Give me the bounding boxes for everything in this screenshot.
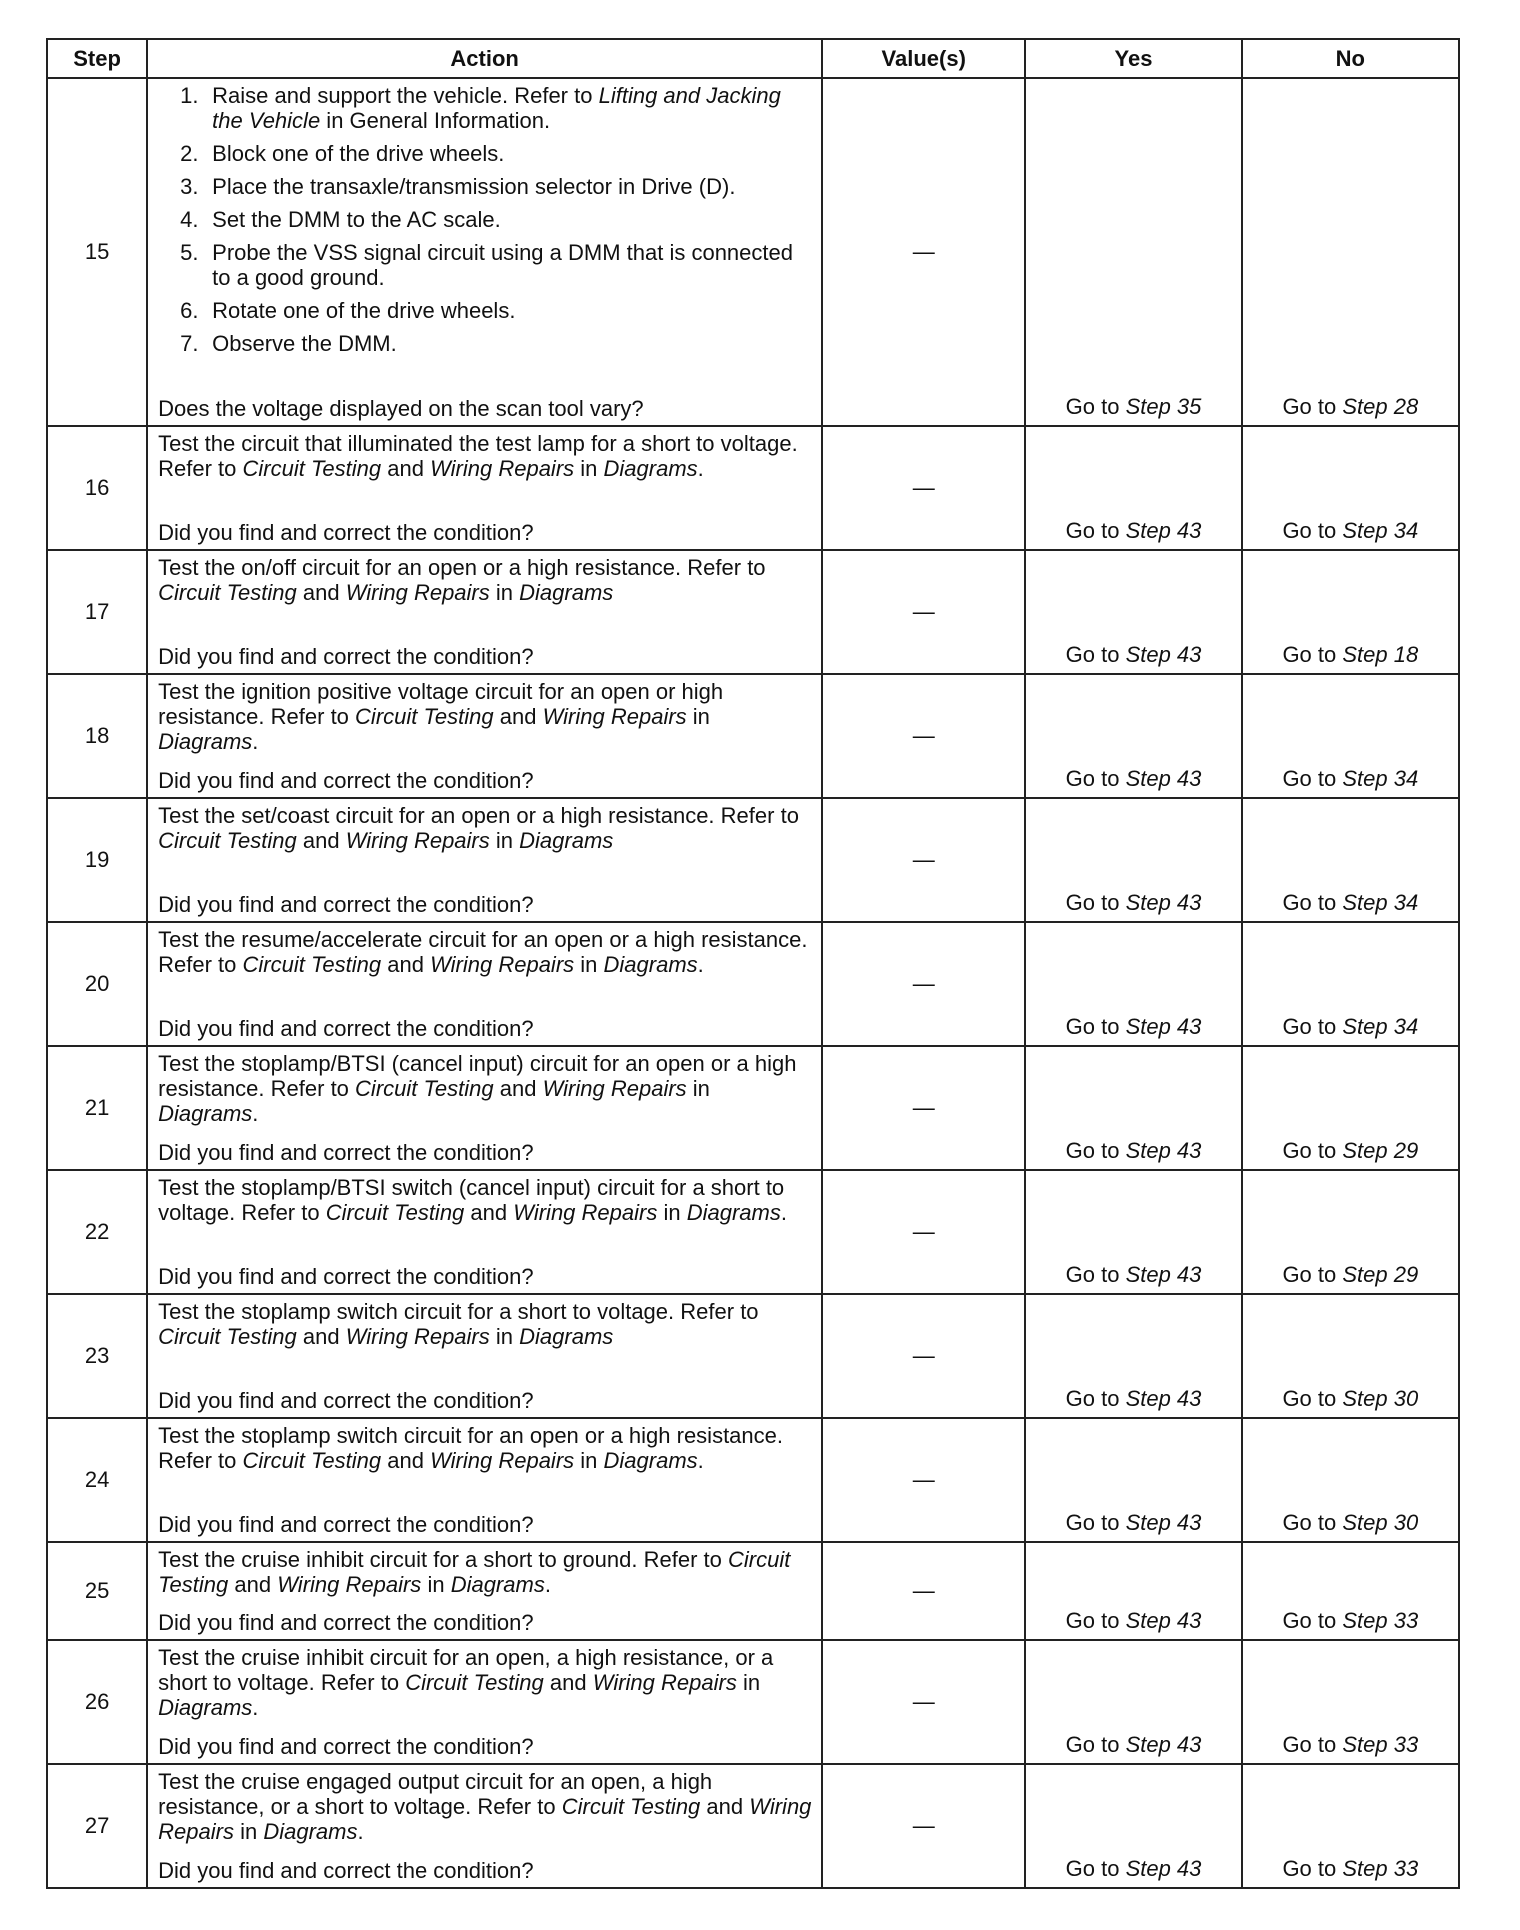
header-step: Step xyxy=(47,39,147,78)
preposition-label: in xyxy=(495,1324,514,1349)
action-text xyxy=(158,1547,813,1597)
yes-cell xyxy=(1025,1542,1241,1640)
diagrams-reference: Diagrams xyxy=(158,1695,253,1720)
wiring-repairs-reference: Wiring Repairs xyxy=(345,580,490,605)
yes-step-link: Step 43 xyxy=(1125,1608,1202,1633)
yes-cell xyxy=(1025,1640,1241,1764)
action-cell xyxy=(147,1046,822,1170)
conjunction-label: and xyxy=(706,1794,744,1819)
action-description: Test the set/coast circuit for an open or a high resistance. xyxy=(158,803,715,828)
action-question: Did you find and correct the condition? xyxy=(158,768,534,793)
yes-cell xyxy=(1025,798,1241,922)
yes-cell xyxy=(1025,1170,1241,1294)
no-step-link: Step 18 xyxy=(1342,642,1419,667)
yes-step-link: Step 43 xyxy=(1125,1014,1202,1039)
no-step-link: Step 29 xyxy=(1342,1262,1419,1287)
action-description: Test the ignition positive voltage circuit for an open or high resistance. xyxy=(158,679,724,729)
table-row xyxy=(47,426,1459,550)
action-step-item xyxy=(180,331,813,356)
value-cell: — xyxy=(822,550,1025,674)
action-text xyxy=(158,803,813,853)
diagrams-reference: Diagrams xyxy=(603,1448,698,1473)
no-cell xyxy=(1242,1418,1459,1542)
step-number: 15 xyxy=(47,78,147,426)
no-step-link: Step 30 xyxy=(1342,1510,1419,1535)
diagrams-reference: Diagrams xyxy=(603,456,698,481)
diagrams-reference: Diagrams xyxy=(519,580,614,605)
preposition-label: in xyxy=(742,1670,761,1695)
no-cell xyxy=(1242,798,1459,922)
no-step-link: Step 33 xyxy=(1342,1732,1419,1757)
yes-cell xyxy=(1025,674,1241,798)
yes-step-link: Step 43 xyxy=(1125,1262,1202,1287)
header-no: No xyxy=(1242,39,1459,78)
preposition-label: in xyxy=(495,828,514,853)
no-step-link: Step 34 xyxy=(1342,890,1419,915)
conjunction-label: and xyxy=(499,1076,537,1101)
sentence-period: . xyxy=(697,952,704,977)
action-cell xyxy=(147,1170,822,1294)
refer-label: Refer to xyxy=(158,456,237,481)
action-question: Did you find and correct the condition? xyxy=(158,1388,534,1413)
step-number: 21 xyxy=(47,1046,147,1170)
value-cell: — xyxy=(822,78,1025,426)
goto-label: Go to xyxy=(1282,890,1337,915)
no-cell xyxy=(1242,1046,1459,1170)
wiring-repairs-reference: Wiring Repairs xyxy=(592,1670,737,1695)
value-cell: — xyxy=(822,1418,1025,1542)
conjunction-label: and xyxy=(387,1448,424,1473)
step-number: 20 xyxy=(47,922,147,1046)
goto-label: Go to xyxy=(1282,1510,1337,1535)
yes-cell xyxy=(1025,426,1241,550)
circuit-testing-reference: Circuit Testing xyxy=(242,456,382,481)
no-cell xyxy=(1242,922,1459,1046)
no-cell xyxy=(1242,1542,1459,1640)
value-cell: — xyxy=(822,1046,1025,1170)
action-description: Test the resume/accelerate circuit for an open or a high resistance. xyxy=(158,927,808,952)
action-cell xyxy=(147,798,822,922)
goto-label: Go to xyxy=(1282,642,1337,667)
action-text xyxy=(158,1175,813,1225)
table-row xyxy=(47,1294,1459,1418)
yes-cell xyxy=(1025,922,1241,1046)
action-cell xyxy=(147,426,822,550)
no-cell xyxy=(1242,1294,1459,1418)
no-cell xyxy=(1242,1640,1459,1764)
step-item-text-part: Place the transaxle/transmission selector in Drive (D). xyxy=(212,174,736,199)
action-cell xyxy=(147,1418,822,1542)
value-cell: — xyxy=(822,922,1025,1046)
value-cell: — xyxy=(822,1764,1025,1888)
diagrams-reference: Diagrams xyxy=(263,1819,358,1844)
wiring-repairs-reference: Wiring Repairs xyxy=(542,704,687,729)
preposition-label: in xyxy=(580,456,598,481)
table-row xyxy=(47,1640,1459,1764)
action-cell xyxy=(147,1640,822,1764)
wiring-repairs-reference: Wiring Repairs xyxy=(277,1572,422,1597)
table-row xyxy=(47,798,1459,922)
header-yes: Yes xyxy=(1025,39,1241,78)
yes-cell xyxy=(1025,1418,1241,1542)
conjunction-label: and xyxy=(302,580,340,605)
yes-cell xyxy=(1025,78,1241,426)
value-cell: — xyxy=(822,674,1025,798)
step-item-text-part: Set the DMM to the AC scale. xyxy=(212,207,501,232)
action-question: Did you find and correct the condition? xyxy=(158,520,534,545)
wiring-repairs-reference: Wiring Repairs xyxy=(430,1448,575,1473)
step-item-text-part: Probe the VSS signal circuit using a DMM that is connected to a good ground. xyxy=(212,240,793,290)
table-row xyxy=(47,1046,1459,1170)
step-number: 25 xyxy=(47,1542,147,1640)
diagrams-reference: Diagrams xyxy=(603,952,698,977)
refer-label: Refer to xyxy=(158,952,237,977)
conjunction-label: and xyxy=(549,1670,587,1695)
step-item-text xyxy=(212,141,504,166)
table-row xyxy=(47,922,1459,1046)
refer-label: Refer to xyxy=(643,1547,722,1572)
header-action: Action xyxy=(147,39,822,78)
yes-step-link: Step 43 xyxy=(1125,1138,1202,1163)
yes-step-link: Step 35 xyxy=(1125,394,1202,419)
step-number: 27 xyxy=(47,1764,147,1888)
yes-step-link: Step 43 xyxy=(1125,518,1202,543)
refer-label: Refer to xyxy=(720,803,799,828)
yes-step-link: Step 43 xyxy=(1125,1856,1202,1881)
conjunction-label: and xyxy=(234,1572,272,1597)
step-item-number: 7. xyxy=(180,331,199,356)
sentence-period: . xyxy=(357,1819,364,1844)
goto-label: Go to xyxy=(1282,518,1337,543)
action-question: Did you find and correct the condition? xyxy=(158,1610,534,1635)
action-description: Test the cruise inhibit circuit for a short to ground. xyxy=(158,1547,638,1572)
action-description: Test the stoplamp switch circuit for an open or a high resistance. xyxy=(158,1423,784,1448)
goto-label: Go to xyxy=(1282,766,1337,791)
goto-label: Go to xyxy=(1282,1608,1337,1633)
yes-step-link: Step 43 xyxy=(1125,1386,1202,1411)
action-step-item xyxy=(180,83,813,133)
no-step-link: Step 34 xyxy=(1342,518,1419,543)
table-row xyxy=(47,1170,1459,1294)
action-question: Did you find and correct the condition? xyxy=(158,1734,534,1759)
goto-label: Go to xyxy=(1065,890,1120,915)
step-item-text-part: Raise and support the vehicle. Refer to xyxy=(212,83,599,108)
circuit-testing-reference: Circuit Testing xyxy=(158,828,297,853)
no-cell xyxy=(1242,1170,1459,1294)
goto-label: Go to xyxy=(1282,1138,1337,1163)
no-step-link: Step 33 xyxy=(1342,1608,1419,1633)
action-text xyxy=(158,1299,813,1349)
conjunction-label: and xyxy=(302,828,340,853)
yes-step-link: Step 43 xyxy=(1125,766,1202,791)
step-item-text xyxy=(212,331,397,356)
preposition-label: in xyxy=(427,1572,445,1597)
step-item-text-part: Observe the DMM. xyxy=(212,331,397,356)
goto-label: Go to xyxy=(1282,1262,1337,1287)
step-item-text xyxy=(212,83,813,133)
goto-label: Go to xyxy=(1065,1386,1120,1411)
refer-label: Refer to xyxy=(477,1794,556,1819)
step-item-text-part: Rotate one of the drive wheels. xyxy=(212,298,516,323)
goto-label: Go to xyxy=(1065,642,1120,667)
action-text xyxy=(158,555,813,605)
refer-label: Refer to xyxy=(687,555,766,580)
diagrams-reference: Diagrams xyxy=(158,1101,253,1126)
header-values: Value(s) xyxy=(822,39,1025,78)
step-number: 19 xyxy=(47,798,147,922)
action-text xyxy=(158,1645,813,1720)
action-description: Test the stoplamp/BTSI switch (cancel input) circuit for a short to voltage. xyxy=(158,1175,785,1225)
action-cell xyxy=(147,1294,822,1418)
step-item-text xyxy=(212,298,515,323)
diagrams-reference: Diagrams xyxy=(519,828,614,853)
action-step-item xyxy=(180,298,813,323)
step-item-text-part: in General Information. xyxy=(320,108,551,133)
goto-label: Go to xyxy=(1065,1138,1120,1163)
action-text xyxy=(158,927,813,977)
goto-label: Go to xyxy=(1065,1732,1120,1757)
step-number: 23 xyxy=(47,1294,147,1418)
step-number: 16 xyxy=(47,426,147,550)
circuit-testing-reference: Circuit Testing xyxy=(405,1670,544,1695)
no-cell xyxy=(1242,1764,1459,1888)
header-row xyxy=(47,39,1459,78)
table-row xyxy=(47,1764,1459,1888)
no-cell xyxy=(1242,426,1459,550)
diagrams-reference: Diagrams xyxy=(686,1200,781,1225)
sentence-period: . xyxy=(544,1572,551,1597)
conjunction-label: and xyxy=(302,1324,340,1349)
step-item-number: 3. xyxy=(180,174,199,199)
action-description: Test the circuit that illuminated the test lamp for a short to voltage. xyxy=(158,431,798,456)
step-item-number: 2. xyxy=(180,141,199,166)
wiring-repairs-reference: Wiring Repairs xyxy=(430,952,575,977)
yes-step-link: Step 43 xyxy=(1125,642,1202,667)
refer-label: Refer to xyxy=(320,1670,400,1695)
step-item-text xyxy=(212,240,813,290)
goto-label: Go to xyxy=(1065,1262,1120,1287)
step-number: 22 xyxy=(47,1170,147,1294)
goto-label: Go to xyxy=(1065,1510,1120,1535)
step-item-number: 1. xyxy=(180,83,199,108)
refer-label: Refer to xyxy=(680,1299,759,1324)
action-cell xyxy=(147,1542,822,1640)
action-cell xyxy=(147,922,822,1046)
preposition-label: in xyxy=(240,1819,258,1844)
action-cell xyxy=(147,1764,822,1888)
yes-cell xyxy=(1025,1046,1241,1170)
step-number: 18 xyxy=(47,674,147,798)
no-step-link: Step 28 xyxy=(1342,394,1419,419)
preposition-label: in xyxy=(663,1200,681,1225)
circuit-testing-reference: Circuit Testing xyxy=(355,704,494,729)
table-row xyxy=(47,674,1459,798)
action-question: Did you find and correct the condition? xyxy=(158,892,534,917)
step-number: 17 xyxy=(47,550,147,674)
yes-cell xyxy=(1025,1764,1241,1888)
no-step-link: Step 30 xyxy=(1342,1386,1419,1411)
no-cell xyxy=(1242,674,1459,798)
value-cell: — xyxy=(822,1294,1025,1418)
step-item-number: 5. xyxy=(180,240,199,265)
action-step-item xyxy=(180,240,813,290)
sentence-period: . xyxy=(697,1448,704,1473)
action-question: Did you find and correct the condition? xyxy=(158,1140,534,1165)
yes-step-link: Step 43 xyxy=(1125,1732,1202,1757)
sentence-period: . xyxy=(252,1101,259,1126)
action-text xyxy=(158,1423,813,1473)
step-item-text-part: Block one of the drive wheels. xyxy=(212,141,505,166)
no-cell xyxy=(1242,550,1459,674)
table-row xyxy=(47,550,1459,674)
action-step-item xyxy=(180,141,813,166)
action-question: Does the voltage displayed on the scan tool vary? xyxy=(158,396,644,421)
action-text xyxy=(158,431,813,481)
conjunction-label: and xyxy=(387,952,424,977)
sentence-period: . xyxy=(780,1200,787,1225)
goto-label: Go to xyxy=(1065,1014,1120,1039)
action-question: Did you find and correct the condition? xyxy=(158,1264,534,1289)
action-step-item xyxy=(180,174,813,199)
action-description: Test the cruise engaged output circuit for an open, a high resistance, or a short to voltage. xyxy=(158,1769,713,1819)
action-description: Test the cruise inhibit circuit for an open, a high resistance, or a short to voltage. xyxy=(158,1645,774,1695)
step-item-text xyxy=(212,174,735,199)
diagrams-reference: Diagrams xyxy=(158,729,253,754)
step-item-text xyxy=(212,207,501,232)
yes-step-link: Step 43 xyxy=(1125,890,1202,915)
action-step-item xyxy=(180,207,813,232)
action-cell xyxy=(147,550,822,674)
sentence-period: . xyxy=(697,456,704,481)
action-text xyxy=(158,679,813,754)
action-cell xyxy=(147,78,822,426)
goto-label: Go to xyxy=(1282,1014,1337,1039)
no-step-link: Step 34 xyxy=(1342,1014,1419,1039)
conjunction-label: and xyxy=(387,456,424,481)
yes-cell xyxy=(1025,1294,1241,1418)
value-cell: — xyxy=(822,798,1025,922)
table-row xyxy=(47,78,1459,426)
step-item-reference: Lifting and Jacking the Vehicle xyxy=(212,83,781,133)
action-steps-list xyxy=(158,83,813,364)
goto-label: Go to xyxy=(1065,518,1120,543)
preposition-label: in xyxy=(495,580,514,605)
action-text xyxy=(158,1769,813,1844)
action-description: Test the stoplamp/BTSI (cancel input) circuit for an open or a high resistance. xyxy=(158,1051,797,1101)
step-item-number: 4. xyxy=(180,207,199,232)
refer-label: Refer to xyxy=(270,1076,349,1101)
step-number: 26 xyxy=(47,1640,147,1764)
circuit-testing-reference: Circuit Testing xyxy=(355,1076,494,1101)
sentence-period: . xyxy=(252,729,259,754)
conjunction-label: and xyxy=(470,1200,508,1225)
wiring-repairs-reference: Wiring Repairs xyxy=(345,1324,490,1349)
goto-label: Go to xyxy=(1282,1386,1337,1411)
goto-label: Go to xyxy=(1065,394,1120,419)
preposition-label: in xyxy=(692,704,710,729)
step-item-number: 6. xyxy=(180,298,199,323)
wiring-repairs-reference: Wiring Repairs xyxy=(430,456,575,481)
goto-label: Go to xyxy=(1065,766,1120,791)
action-question: Did you find and correct the condition? xyxy=(158,1512,534,1537)
sentence-period: . xyxy=(252,1695,259,1720)
action-question: Did you find and correct the condition? xyxy=(158,1858,534,1883)
no-step-link: Step 29 xyxy=(1342,1138,1419,1163)
action-cell xyxy=(147,674,822,798)
circuit-testing-reference: Circuit Testing xyxy=(325,1200,465,1225)
goto-label: Go to xyxy=(1282,1732,1337,1757)
wiring-repairs-reference: Wiring Repairs xyxy=(158,1794,812,1844)
circuit-testing-reference: Circuit Testing xyxy=(561,1794,701,1819)
conjunction-label: and xyxy=(499,704,537,729)
value-cell: — xyxy=(822,1542,1025,1640)
wiring-repairs-reference: Wiring Repairs xyxy=(345,828,490,853)
circuit-testing-reference: Circuit Testing xyxy=(242,952,382,977)
value-cell: — xyxy=(822,1640,1025,1764)
table-row xyxy=(47,1542,1459,1640)
no-step-link: Step 34 xyxy=(1342,766,1419,791)
diagnostic-table xyxy=(46,38,1460,1889)
goto-label: Go to xyxy=(1065,1608,1120,1633)
goto-label: Go to xyxy=(1282,1856,1337,1881)
circuit-testing-reference: Circuit Testing xyxy=(158,580,297,605)
action-question: Did you find and correct the condition? xyxy=(158,644,534,669)
value-cell: — xyxy=(822,426,1025,550)
step-number: 24 xyxy=(47,1418,147,1542)
wiring-repairs-reference: Wiring Repairs xyxy=(513,1200,658,1225)
diagrams-reference: Diagrams xyxy=(450,1572,545,1597)
refer-label: Refer to xyxy=(241,1200,320,1225)
action-question: Did you find and correct the condition? xyxy=(158,1016,534,1041)
table-row xyxy=(47,1418,1459,1542)
diagrams-reference: Diagrams xyxy=(519,1324,614,1349)
action-description: Test the on/off circuit for an open or a high resistance. xyxy=(158,555,682,580)
yes-step-link: Step 43 xyxy=(1125,1510,1202,1535)
no-cell xyxy=(1242,78,1459,426)
circuit-testing-reference: Circuit Testing xyxy=(158,1547,791,1597)
wiring-repairs-reference: Wiring Repairs xyxy=(542,1076,687,1101)
no-step-link: Step 33 xyxy=(1342,1856,1419,1881)
circuit-testing-reference: Circuit Testing xyxy=(242,1448,382,1473)
preposition-label: in xyxy=(580,1448,598,1473)
value-cell: — xyxy=(822,1170,1025,1294)
action-text xyxy=(158,1051,813,1126)
refer-label: Refer to xyxy=(270,704,349,729)
action-description: Test the stoplamp switch circuit for a short to voltage. xyxy=(158,1299,675,1324)
preposition-label: in xyxy=(580,952,598,977)
circuit-testing-reference: Circuit Testing xyxy=(158,1324,297,1349)
preposition-label: in xyxy=(692,1076,710,1101)
refer-label: Refer to xyxy=(158,1448,237,1473)
yes-cell xyxy=(1025,550,1241,674)
goto-label: Go to xyxy=(1065,1856,1120,1881)
goto-label: Go to xyxy=(1282,394,1337,419)
